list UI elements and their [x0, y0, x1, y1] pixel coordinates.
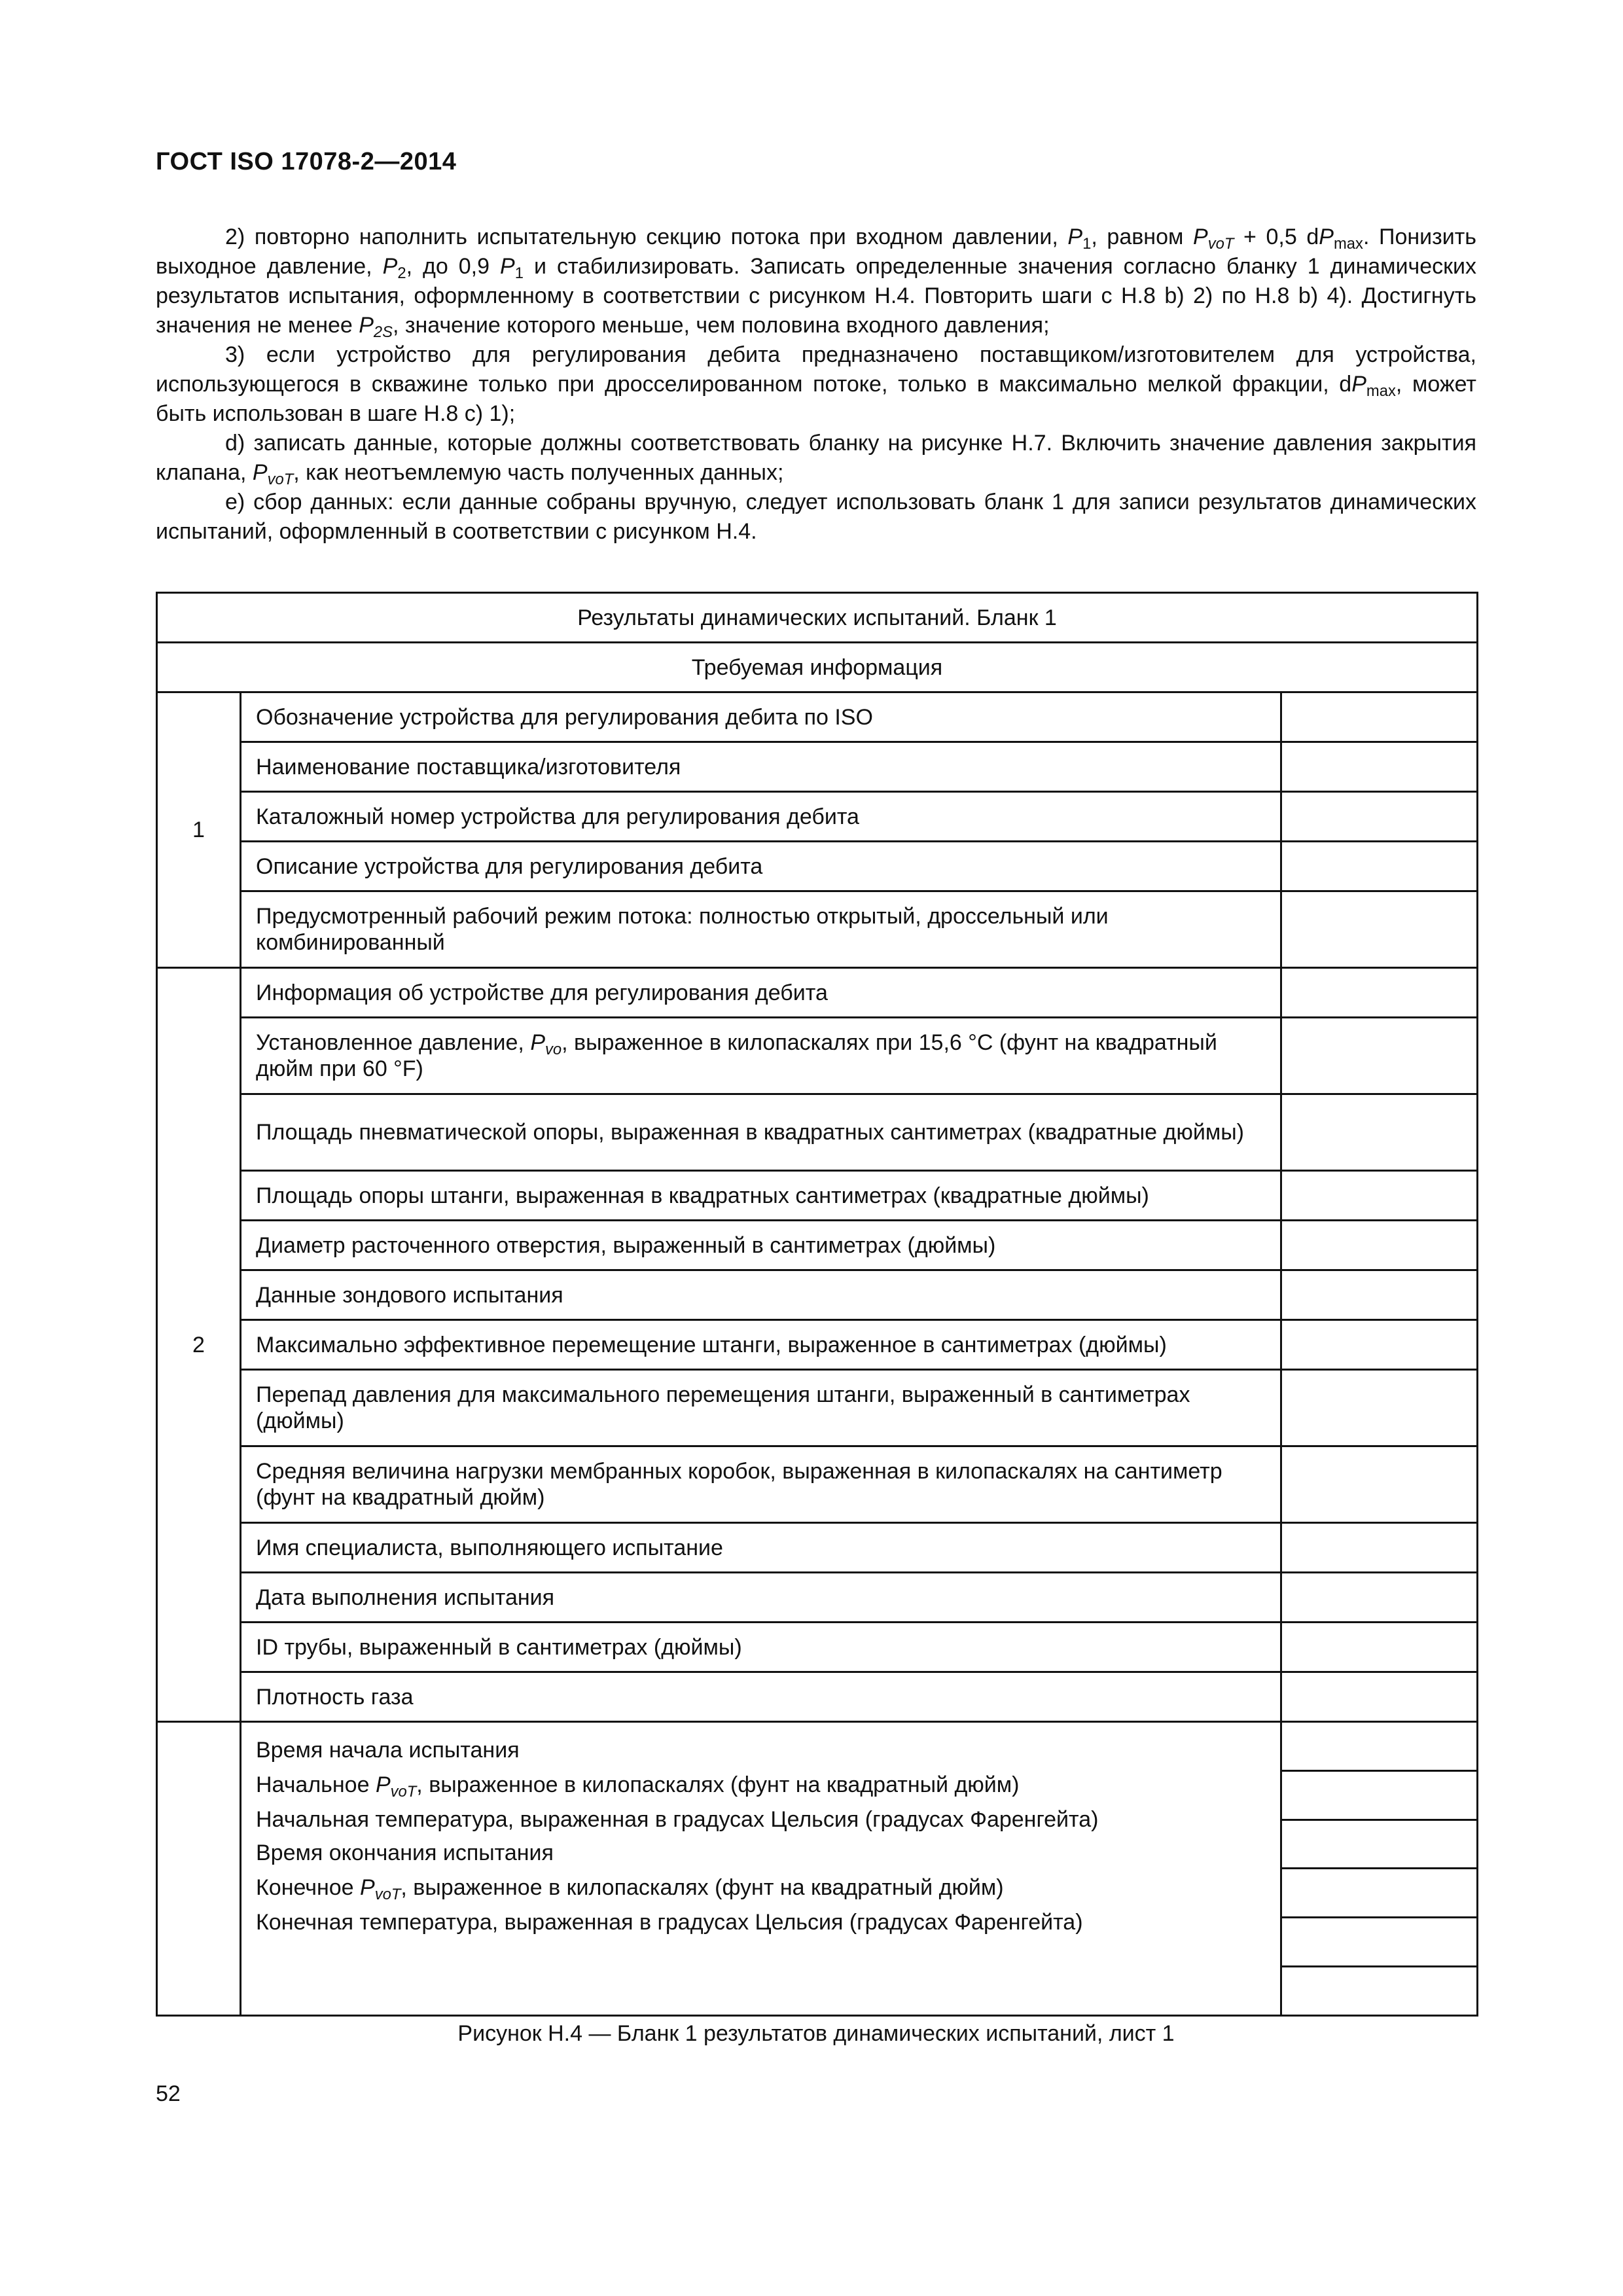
body-text: [156, 223, 1476, 547]
form-value-cell[interactable]: [1281, 1573, 1478, 1623]
form-row-label: Предусмотренный рабочий режим потока: полностью открытый, дроссельный или комбинированный: [241, 891, 1281, 968]
paragraph-step-d: d) записать данные, которые должны соответствовать бланку на рисунке Н.7. Включить значение давления закрытия клапана, $P_{voT}$, как неотъемлемую часть полученных данных;: [156, 431, 1476, 489]
log-item: Конечная температура, выраженная в градусах Цельсия (градусах Фаренгейта): [256, 1910, 1083, 1935]
log-value-cell[interactable]: [1282, 1723, 1476, 1772]
paragraph-step-2: 2) повторно наполнить испытательную секцию потока при входном давлении, $P_1$, равном $P_{voT} + 0,5$ $dP_{max}$. Понизить выходное давление, $P_2$, до 0,9 $P_1$ и стабилизировать. Записать определенные значения согласно бланку 1 динамических результатов испытания, оформленному в соответствии с рисунком Н.4. Повторить шаги с Н.8 b) 2) по Н.8 b) 4). Достигнуть значения не менее $P_{2S}$, значение которого меньше, чем половина входного давления;: [156, 224, 1477, 342]
log-value-cell[interactable]: [1282, 1869, 1476, 1918]
group-2-number: 2: [157, 968, 241, 1722]
form-row-label: Площадь пневматической опоры, выраженная в квадратных сантиметрах (квадратные дюймы): [241, 1094, 1281, 1171]
form-subtitle: Требуемая информация: [157, 643, 1478, 692]
form-value-cell[interactable]: [1281, 742, 1478, 792]
form-value-cell[interactable]: [1281, 1018, 1478, 1094]
form-row-label: Перепад давления для максимального перемещения штанги, выраженный в сантиметрах (дюймы): [241, 1370, 1281, 1446]
form-row-label: Установленное давление, $P_{vo}$, выраженное в килопаскалях при 15,6 °С (фунт на квадратный дюйм при 60 °F): [241, 1018, 1281, 1094]
form-row-label: ID трубы, выраженный в сантиметрах (дюймы): [241, 1623, 1281, 1672]
paragraph-step-e: e) сбор данных: если данные собраны вручную, следует использовать бланк 1 для записи результатов динамических испытаний, оформленный в соответствии с рисунком Н.4.: [156, 490, 1476, 544]
log-item: Время окончания испытания: [256, 1840, 554, 1865]
log-value-grid: [1282, 1723, 1476, 2015]
page-number: 52: [156, 2081, 181, 2106]
form-value-cell[interactable]: [1281, 1446, 1478, 1523]
form-row-label: Дата выполнения испытания: [241, 1573, 1281, 1623]
form-row-label: Информация об устройстве для регулирования дебита: [241, 968, 1281, 1018]
test-results-form: [156, 592, 1478, 2017]
log-value-column: [1281, 1722, 1478, 2016]
form-row-label: Плотность газа: [241, 1672, 1281, 1722]
form-value-cell[interactable]: [1281, 1320, 1478, 1370]
log-item: Начальная температура, выраженная в градусах Цельсия (градусах Фаренгейта): [256, 1807, 1099, 1832]
form-row-label: Максимально эффективное перемещение штанги, выраженное в сантиметрах (дюймы): [241, 1320, 1281, 1370]
form-value-cell[interactable]: [1281, 1523, 1478, 1573]
form-value-cell[interactable]: [1281, 792, 1478, 842]
form-value-cell[interactable]: [1281, 1672, 1478, 1722]
form-row-label: Диаметр расточенного отверстия, выраженный в сантиметрах (дюймы): [241, 1221, 1281, 1270]
log-value-cell[interactable]: [1282, 1821, 1476, 1870]
log-item: Конечное $P_{voT}$, выраженное в килопаскалях (фунт на квадратный дюйм): [256, 1875, 1004, 1904]
log-value-cell[interactable]: [1282, 1918, 1476, 1967]
log-value-cell[interactable]: [1282, 1772, 1476, 1821]
form-row-label: Каталожный номер устройства для регулирования дебита: [241, 792, 1281, 842]
form-value-cell[interactable]: [1281, 1171, 1478, 1221]
document-header: ГОСТ ISO 17078-2—2014: [156, 148, 457, 175]
group-1-number: 1: [157, 692, 241, 968]
form-title: Результаты динамических испытаний. Бланк 1: [157, 593, 1478, 643]
log-value-cell[interactable]: [1282, 1967, 1476, 2015]
form-row-label: Средняя величина нагрузки мембранных коробок, выраженная в килопаскалях на сантиметр (фунт на квадратный дюйм): [241, 1446, 1281, 1523]
form-row-label: Данные зондового испытания: [241, 1270, 1281, 1320]
form-value-cell[interactable]: [1281, 1370, 1478, 1446]
form-row-label: Описание устройства для регулирования дебита: [241, 842, 1281, 891]
form-value-cell[interactable]: [1281, 1094, 1478, 1171]
group-3-number: [157, 1722, 241, 2016]
form-value-cell[interactable]: [1281, 1221, 1478, 1270]
form-value-cell[interactable]: [1281, 891, 1478, 968]
form-value-cell[interactable]: [1281, 968, 1478, 1018]
log-item: Начальное $P_{voT}$, выраженное в килопаскалях (фунт на квадратный дюйм): [256, 1772, 1020, 1801]
form-value-cell[interactable]: [1281, 1270, 1478, 1320]
form-value-cell[interactable]: [1281, 1623, 1478, 1672]
paragraph-step-3: 3) если устройство для регулирования дебита предназначено поставщиком/изготовителем для устройства, использующегося в скважине только при дросселированном потоке, только в максимально мелкой фракции, $dP_{max}$, может быть использован в шаге Н.8 с) 1);: [156, 342, 1476, 426]
form-row-label: Площадь опоры штанги, выраженная в квадратных сантиметрах (квадратные дюймы): [241, 1171, 1281, 1221]
form-row-label: Обозначение устройства для регулирования дебита по ISO: [241, 692, 1281, 742]
test-log-list: [241, 1722, 1281, 2016]
form-value-cell[interactable]: [1281, 692, 1478, 742]
figure-caption: Рисунок Н.4 — Бланк 1 результатов динамических испытаний, лист 1: [457, 2021, 1175, 2046]
form-value-cell[interactable]: [1281, 842, 1478, 891]
form-row-label: Имя специалиста, выполняющего испытание: [241, 1523, 1281, 1573]
log-item: Время начала испытания: [256, 1738, 520, 1763]
form-row-label: Наименование поставщика/изготовителя: [241, 742, 1281, 792]
